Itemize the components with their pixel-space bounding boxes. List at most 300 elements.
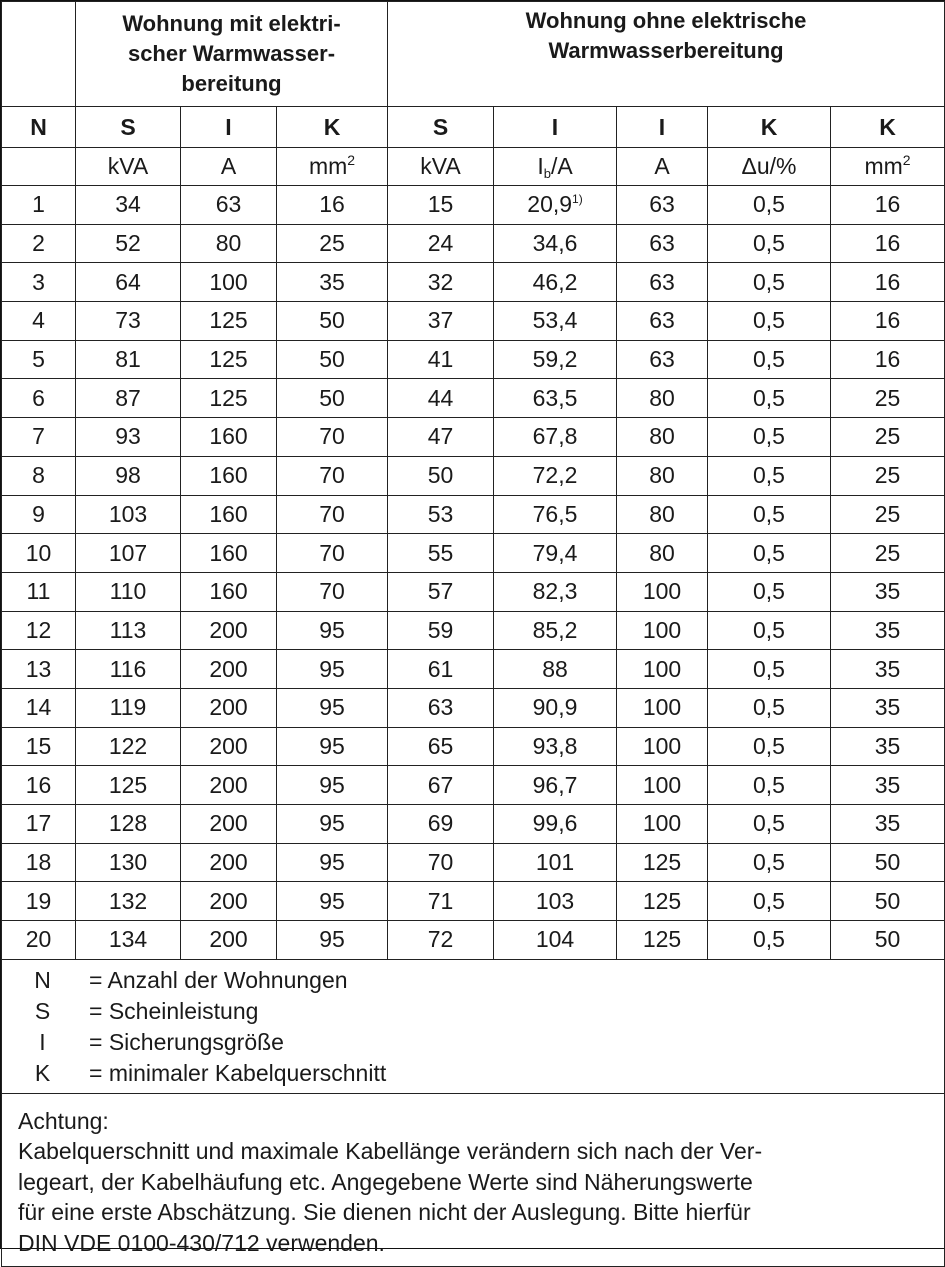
cell-value: 87: [115, 384, 141, 411]
table-cell: [181, 418, 277, 457]
table-cell: [277, 340, 388, 379]
table-cell: [494, 495, 617, 534]
table-cell: [2, 921, 76, 960]
table-row: [2, 611, 945, 650]
table-cell: [388, 379, 494, 418]
cell-value: 100: [642, 732, 682, 759]
table-cell: [2, 224, 76, 263]
cell-value: 95: [319, 810, 345, 837]
table-cell: [2, 843, 76, 882]
legend-text: = Anzahl der Wohnungen: [89, 966, 348, 993]
cell-value: 3: [32, 268, 45, 295]
cell-value: 19: [25, 887, 52, 914]
table-cell: [388, 418, 494, 457]
cell-value: 0,5: [753, 230, 785, 257]
legend-text: = Scheinleistung: [89, 997, 259, 1024]
table-cell: [76, 805, 181, 844]
table-cell: [617, 611, 708, 650]
symbol-header-cell: I: [617, 107, 708, 148]
cell-value: 0,5: [753, 462, 785, 489]
table-cell: [388, 921, 494, 960]
cell-value: 1: [32, 191, 45, 218]
cell-value: 6: [32, 384, 45, 411]
cell-value: 132: [108, 887, 148, 914]
table-body: [2, 2, 945, 1267]
cell-value: 160: [209, 539, 248, 566]
table-cell: [708, 921, 831, 960]
table-cell: [494, 572, 617, 611]
table-cell: [617, 263, 708, 302]
table-cell: [277, 379, 388, 418]
table-cell: [494, 805, 617, 844]
cell-value: 67: [427, 771, 454, 798]
cell-value: 61: [427, 655, 454, 682]
table-cell: [708, 572, 831, 611]
cell-value: 85,2: [532, 616, 578, 643]
unit-cell: kVA: [388, 148, 494, 186]
cell-value: 63: [649, 230, 675, 257]
cell-value: 35: [874, 616, 901, 643]
table-row: [2, 688, 945, 727]
symbol-header-cell: K: [708, 107, 831, 148]
table-cell: [708, 418, 831, 457]
table-cell: [76, 611, 181, 650]
corner-cell: [2, 2, 76, 107]
cell-value: 110: [109, 578, 147, 605]
cell-value: 119: [109, 694, 147, 721]
table-cell: [181, 843, 277, 882]
table-cell: [181, 572, 277, 611]
cell-value: 200: [209, 616, 248, 643]
table-cell: [617, 572, 708, 611]
cell-value: 15: [25, 732, 52, 759]
table-cell: [831, 302, 945, 341]
cell-value: 80: [215, 230, 242, 257]
table-cell: [831, 186, 945, 225]
table-cell: [388, 224, 494, 263]
cell-value: 200: [209, 926, 248, 953]
cell-value: 63: [427, 694, 454, 721]
cell-value: 82,3: [532, 578, 578, 605]
table-cell: [277, 650, 388, 689]
table-cell: [494, 843, 617, 882]
cell-value: 0,5: [753, 578, 785, 605]
cell-value: 10: [25, 539, 52, 566]
cell-value: 200: [209, 849, 248, 876]
table-cell: [181, 302, 277, 341]
table-cell: [181, 727, 277, 766]
cell-value: 50: [427, 462, 454, 489]
cell-value: 70: [319, 500, 345, 527]
table-cell: [76, 340, 181, 379]
cell-value: 0,5: [753, 539, 785, 566]
table-cell: [76, 843, 181, 882]
unit-cell-empty: [2, 148, 76, 186]
cell-value: 200: [209, 887, 248, 914]
table-cell: [2, 882, 76, 921]
cell-value: 125: [209, 307, 248, 334]
note-heading: Achtung:: [18, 1107, 109, 1134]
table-cell: [181, 224, 277, 263]
table-row: [2, 224, 945, 263]
symbol-header-cell: N: [2, 107, 76, 148]
table-row: [2, 263, 945, 302]
table-cell: [494, 766, 617, 805]
table-row: [2, 534, 945, 573]
table-row: [2, 805, 945, 844]
table-cell: [277, 456, 388, 495]
cell-value: 100: [642, 578, 682, 605]
cell-value: 8: [32, 462, 45, 489]
cell-value: 4: [32, 307, 45, 334]
cell-value: 200: [209, 771, 248, 798]
cell-value: 100: [642, 810, 682, 837]
cell-value: 125: [642, 849, 682, 876]
table-row: [2, 843, 945, 882]
table-row: [2, 766, 945, 805]
cell-value: 104: [535, 926, 575, 953]
cell-value: 9: [32, 500, 45, 527]
table-row: [2, 340, 945, 379]
cell-value: 18: [25, 849, 52, 876]
cell-value: 107: [108, 539, 148, 566]
cell-value: 25: [874, 500, 901, 527]
cell-value: 99,6: [532, 810, 578, 837]
table-cell: [76, 688, 181, 727]
table-cell: [617, 534, 708, 573]
cell-value: 80: [649, 539, 675, 566]
cell-value: 14: [25, 694, 52, 721]
table-cell: [2, 302, 76, 341]
table-cell: [494, 186, 617, 225]
table-cell: [831, 418, 945, 457]
legend-item: [30, 965, 944, 996]
cell-value: 70: [319, 578, 345, 605]
legend-cell: [2, 959, 945, 1093]
table-cell: [494, 263, 617, 302]
table-cell: [831, 921, 945, 960]
table-cell: [831, 340, 945, 379]
cell-value: 55: [427, 539, 454, 566]
table-cell: [708, 534, 831, 573]
cell-value: 100: [642, 655, 682, 682]
cell-value: 41: [427, 346, 454, 373]
table-row: [2, 418, 945, 457]
table-cell: [831, 495, 945, 534]
cell-value: 25: [874, 384, 901, 411]
table-cell: [76, 766, 181, 805]
note-line: legeart, der Kabelhäufung etc. Angegebene Werte sind Näherungswerte: [18, 1168, 753, 1195]
table-cell: [831, 688, 945, 727]
cell-value: 59: [427, 616, 454, 643]
cell-value: 200: [209, 694, 248, 721]
table-cell: [708, 650, 831, 689]
note-line: Kabelquerschnitt und maximale Kabellänge verändern sich nach der Ver-: [18, 1138, 763, 1165]
cell-value: 95: [319, 616, 345, 643]
legend: [2, 960, 944, 1093]
note-row: [2, 1093, 945, 1267]
table-cell: [277, 495, 388, 534]
cell-value: 0,5: [753, 616, 785, 643]
table-cell: [181, 688, 277, 727]
table-cell: [277, 688, 388, 727]
table-cell: [76, 263, 181, 302]
cell-value: 2: [32, 230, 45, 257]
table-cell: [2, 456, 76, 495]
table-row: [2, 572, 945, 611]
cell-value: 50: [319, 307, 345, 334]
legend-symbol: S: [34, 997, 51, 1024]
cell-value: 122: [108, 732, 148, 759]
table-cell: [181, 263, 277, 302]
cell-value: 130: [108, 849, 148, 876]
cell-value: 100: [642, 616, 682, 643]
cell-value: 0,5: [753, 307, 785, 334]
table-cell: [76, 534, 181, 573]
unit-subscript: b: [543, 166, 551, 181]
note: [2, 1094, 944, 1267]
table-cell: [2, 379, 76, 418]
cell-value: 50: [319, 384, 345, 411]
table-cell: [708, 727, 831, 766]
unit-cell: A: [181, 148, 277, 186]
table-cell: [708, 495, 831, 534]
table-cell: [388, 843, 494, 882]
table-cell: [181, 650, 277, 689]
cell-value: 24: [427, 230, 454, 257]
cell-value: 72,2: [532, 462, 578, 489]
cell-value: 72: [427, 926, 454, 953]
cell-value: 0,5: [753, 771, 785, 798]
table-cell: [2, 534, 76, 573]
unit-cell: [494, 148, 617, 186]
table-cell: [494, 611, 617, 650]
table-cell: [277, 534, 388, 573]
symbol-header-cell: K: [831, 107, 945, 148]
table-cell: [181, 921, 277, 960]
cell-value: 160: [209, 462, 248, 489]
cell-value: 70: [319, 423, 345, 450]
table-row: [2, 921, 945, 960]
cell-value: 63: [215, 191, 242, 218]
table-cell: [494, 650, 617, 689]
table-cell: [2, 495, 76, 534]
cell-value: 125: [108, 771, 148, 798]
table-cell: [2, 805, 76, 844]
table-cell: [2, 572, 76, 611]
table-cell: [76, 379, 181, 418]
cell-value: 63: [649, 346, 675, 373]
cell-value: 116: [109, 655, 147, 682]
table-cell: [831, 456, 945, 495]
table-cell: [76, 650, 181, 689]
cell-value: 93: [115, 423, 141, 450]
cell-value: 16: [874, 268, 901, 295]
table-cell: [831, 263, 945, 302]
table-cell: [708, 186, 831, 225]
table-cell: [76, 418, 181, 457]
cell-value: 113: [109, 616, 147, 643]
table-cell: [708, 805, 831, 844]
cell-value: 79,4: [532, 539, 578, 566]
table-cell: [181, 495, 277, 534]
table-cell: [494, 340, 617, 379]
cell-value: 35: [874, 771, 901, 798]
table-cell: [494, 302, 617, 341]
cell-value: 125: [642, 926, 682, 953]
cell-value: 13: [25, 655, 52, 682]
cell-value: 80: [649, 500, 675, 527]
table-row: [2, 456, 945, 495]
table-cell: [181, 379, 277, 418]
cell-value: 0,5: [753, 268, 785, 295]
cell-value: 16: [874, 191, 901, 218]
table-row: [2, 186, 945, 225]
cell-value: 37: [427, 307, 454, 334]
cell-value: 34: [115, 191, 141, 218]
unit-cell: A: [617, 148, 708, 186]
table-cell: [76, 882, 181, 921]
table-cell: [76, 921, 181, 960]
table-cell: [76, 572, 181, 611]
table-cell: [388, 805, 494, 844]
table-cell: [388, 456, 494, 495]
cell-value: 20: [25, 926, 52, 953]
table-cell: [617, 186, 708, 225]
cell-value: 63: [649, 268, 675, 295]
cell-value: 25: [874, 462, 901, 489]
table-cell: [277, 921, 388, 960]
cell-value: 35: [874, 655, 901, 682]
cell-value: 81: [115, 346, 141, 373]
cell-value: 160: [209, 423, 248, 450]
unit-text: I: [537, 153, 544, 179]
table-cell: [494, 418, 617, 457]
table-row: [2, 495, 945, 534]
table-cell: [181, 611, 277, 650]
cell-value: 103: [108, 500, 148, 527]
cell-value: 100: [642, 771, 682, 798]
table-cell: [617, 224, 708, 263]
cell-value: 103: [535, 887, 575, 914]
table-cell: [76, 456, 181, 495]
table-cell: [181, 882, 277, 921]
cell-value: 100: [209, 268, 248, 295]
cell-value: 50: [319, 346, 345, 373]
group-header-with-electric: Wohnung mit elektri- scher Warmwasser- bereitung: [76, 2, 388, 107]
table-cell: [617, 727, 708, 766]
cell-value: 17: [25, 810, 52, 837]
cell-value: 16: [874, 346, 901, 373]
cell-value: 0,5: [753, 694, 785, 721]
table-cell: [708, 766, 831, 805]
cell-value: 20,9: [527, 191, 573, 218]
table-cell: [494, 456, 617, 495]
table-cell: [277, 805, 388, 844]
cell-value: 52: [115, 230, 141, 257]
cell-value: 95: [319, 926, 345, 953]
group-header-without-electric: Wohnung ohne elektrische Warmwasserbereitung: [388, 2, 945, 107]
cell-value: 0,5: [753, 191, 785, 218]
table-cell: [617, 805, 708, 844]
unit-cell: [831, 148, 945, 186]
table-cell: [708, 843, 831, 882]
table-cell: [181, 456, 277, 495]
table-cell: [2, 340, 76, 379]
cell-value: 16: [25, 771, 52, 798]
legend-item: [30, 996, 944, 1027]
table-cell: [76, 186, 181, 225]
table-cell: [181, 766, 277, 805]
cell-value: 0,5: [753, 346, 785, 373]
footnote-marker: 1): [572, 192, 583, 207]
table-cell: [277, 572, 388, 611]
legend-symbol: N: [34, 966, 51, 993]
table-cell: [494, 534, 617, 573]
table-cell: [617, 418, 708, 457]
note-line: DIN VDE 0100-430/712 verwenden.: [18, 1229, 385, 1256]
table-cell: [494, 224, 617, 263]
cell-value: 73: [115, 307, 141, 334]
table-cell: [831, 727, 945, 766]
legend-text: = Sicherungsgröße: [89, 1028, 284, 1055]
cell-value: 134: [108, 926, 148, 953]
table-cell: [831, 572, 945, 611]
table-row: [2, 302, 945, 341]
cell-value: 0,5: [753, 887, 785, 914]
note-line: für eine erste Abschätzung. Sie dienen nicht der Auslegung. Bitte hierfür: [18, 1199, 751, 1226]
legend-text: = minimaler Kabelquerschnitt: [89, 1059, 387, 1086]
cell-value: 80: [649, 462, 675, 489]
table-cell: [2, 611, 76, 650]
table-cell: [617, 650, 708, 689]
cell-value: 0,5: [753, 926, 785, 953]
cell-value: 0,5: [753, 810, 785, 837]
table-cell: [277, 224, 388, 263]
cell-value: 32: [427, 268, 454, 295]
table-cell: [388, 495, 494, 534]
unit-text: mm: [864, 153, 903, 179]
table-row: [2, 379, 945, 418]
note-cell: [2, 1093, 945, 1267]
table-cell: [2, 263, 76, 302]
cell-value: 50: [874, 849, 901, 876]
cell-value: 0,5: [753, 384, 785, 411]
cell-value: 53: [427, 500, 454, 527]
table-cell: [617, 379, 708, 418]
table-cell: [388, 340, 494, 379]
table-cell: [2, 418, 76, 457]
table-cell: [181, 534, 277, 573]
table-cell: [708, 302, 831, 341]
table-cell: [388, 302, 494, 341]
cell-value: 67,8: [532, 423, 578, 450]
table-cell: [494, 921, 617, 960]
cell-value: 80: [649, 423, 675, 450]
symbol-header-cell: I: [494, 107, 617, 148]
table-cell: [388, 688, 494, 727]
legend-item: [30, 1027, 944, 1058]
cell-value: 70: [319, 462, 345, 489]
cell-value: 25: [319, 230, 345, 257]
cell-value: 59,2: [532, 346, 578, 373]
unit-text: /A: [550, 153, 573, 179]
table-cell: [617, 302, 708, 341]
cell-value: 35: [874, 694, 901, 721]
cell-value: 7: [32, 423, 45, 450]
cell-value: 35: [874, 732, 901, 759]
cell-value: 128: [108, 810, 148, 837]
